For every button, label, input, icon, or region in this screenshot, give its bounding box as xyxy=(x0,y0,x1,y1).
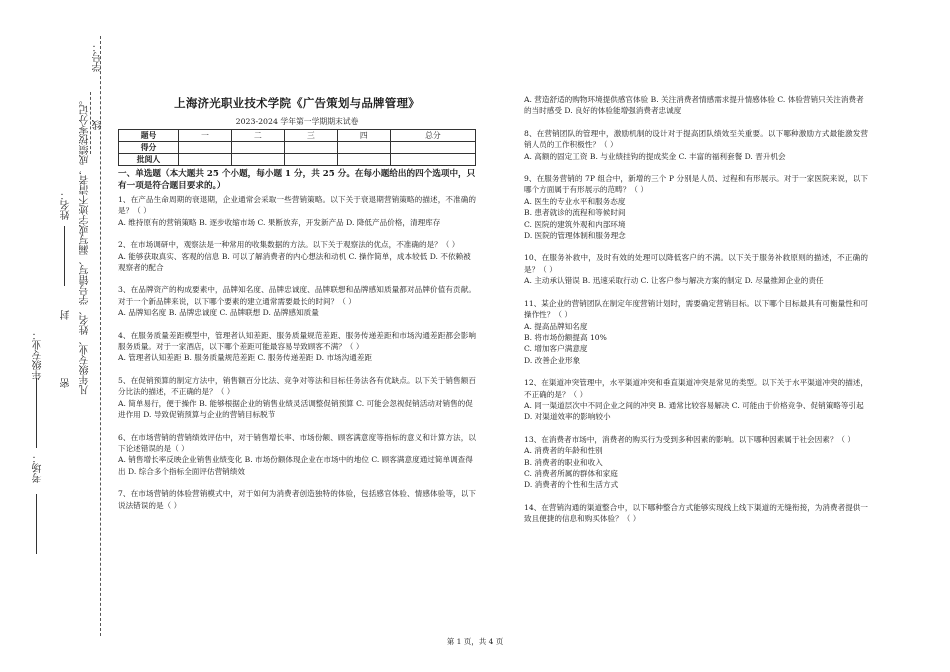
question-text: 11、某企业的营销团队在制定年度营销计划时，需要确定营销目标。以下哪个目标最具有可衡量性和可操作性？（ ） xyxy=(524,298,868,320)
question-block xyxy=(524,252,868,286)
answer-options: A. 品牌知名度 B. 品牌忠诚度 C. 品牌联想 D. 品牌感知质量 xyxy=(118,308,319,318)
question-block xyxy=(524,502,868,525)
question-text: 5、在促销预算的制定方法中，销售额百分比法、竞争对等法和目标任务法各有优缺点。以下关于销售额百分比法的描述，不正确的是？（ ） xyxy=(118,375,476,397)
answer-options: A. 消费者的年龄和性别 xyxy=(524,446,603,456)
grader-cell xyxy=(390,154,475,166)
question-block xyxy=(524,94,868,117)
question-block xyxy=(118,488,476,511)
question-text: 14、在营销沟通的渠道整合中，以下哪种整合方式能够实现线上线下渠道的无缝衔接，为消费者提供一致且便捷的信息和购买体验？（ ） xyxy=(524,502,868,524)
question-block xyxy=(524,173,868,241)
name-label: 姓名： xyxy=(61,190,72,220)
answer-options: A. 管理者认知差距 B. 服务质量规范差距 C. 服务传递差距 D. 市场沟通差距 xyxy=(118,353,373,363)
answer-options: C. 消费者所属的群体和家庭 xyxy=(524,468,618,478)
answer-options: A. 能够获取真实、客观的信息 B. 可以了解消费者的内心想法和动机 C. 操作简单，成本较低 D. 不依赖被观察者的配合 xyxy=(118,251,471,273)
answer-options: A. 营造舒适的购物环境提供感官体验 B. 关注消费者情感需求提升情感体验 C. 体验营销只关注消费者的当时感受 D. 良好的体验能增强消费者忠诚度 xyxy=(524,95,864,116)
question-list-left xyxy=(118,194,476,511)
score-row-label: 得分 xyxy=(119,142,179,154)
exam-room-blank xyxy=(36,494,37,554)
score-cell xyxy=(337,142,390,154)
question-text: 6、在市场营销的营销绩效评估中，对于销售增长率、市场份额、顾客满意度等指标的意义和计算方法，以下论述错误的是（ ） xyxy=(118,432,476,453)
answer-options: B. 患者就诊的流程和等候时间 xyxy=(524,208,626,218)
binding-margin xyxy=(0,0,110,672)
major-label: 年级专业： xyxy=(33,330,44,380)
answer-options: A. 同一渠道层次中不同企业之间的冲突 B. 通常比较容易解决 C. 可能由于价格竞争、促销策略等引起 D. 对渠道效率的影响较小 xyxy=(524,400,864,422)
score-row xyxy=(119,142,476,154)
major-blank xyxy=(36,378,37,448)
question-text: 4、在服务质量差距模型中，管理者认知差距、服务质量规范差距、服务传递差距和市场沟通差距都会影响服务质量。对于一家酒店，以下哪个差距可能最容易导致顾客不满？（ ） xyxy=(118,330,476,352)
score-table-header: 总分 xyxy=(390,130,475,142)
score-cell xyxy=(284,142,337,154)
exam-room-label: 考场： xyxy=(33,453,44,483)
score-table-header: 二 xyxy=(231,130,284,142)
grader-row-label: 批阅人 xyxy=(119,154,179,166)
question-text: 3、在品牌资产的构成要素中，品牌知名度、品牌忠诚度、品牌联想和品牌感知质量都对品牌价值有贡献。对于一个新品牌来说，以下哪个要素的建立通常需要最长的时间？（ ） xyxy=(118,285,476,306)
question-text: 10、在服务补救中，及时有效的处理可以降低客户的不满。以下关于服务补救原则的描述，不正确的是？（ ） xyxy=(524,253,868,274)
answer-options: A. 医生的专业水平和服务态度 xyxy=(524,196,626,206)
grader-row xyxy=(119,154,476,166)
question-block xyxy=(524,128,868,162)
exam-title: 上海济光职业技术学院《广告策划与品牌管理》 xyxy=(174,96,420,110)
answer-options: D. 改善企业形象 xyxy=(524,355,581,365)
answer-options: B. 将市场份额提高 10% xyxy=(524,332,607,342)
question-block xyxy=(118,375,476,421)
answer-options: A. 主动承认错误 B. 迅速采取行动 C. 让客户参与解决方案的制定 D. 尽量推卸企业的责任 xyxy=(524,276,824,286)
answer-options: A. 维持原有的营销策略 B. 逐步收缩市场 C. 果断放弃，开发新产品 D. 降低产品价格，清理库存 xyxy=(118,217,441,227)
question-block xyxy=(118,432,476,478)
question-list-right xyxy=(524,94,868,525)
answer-options: C. 增加客户满意度 xyxy=(524,344,588,354)
answer-options: D. 消费者的个性和生活方式 xyxy=(524,480,619,490)
seal-feng-mark: 封 xyxy=(61,310,72,320)
question-text: 13、在消费者市场中，消费者的购买行为受到多种因素的影响。以下哪种因素属于社会因素？（ ） xyxy=(524,434,856,444)
grader-cell xyxy=(231,154,284,166)
section-heading: 一、单选题（本大题共 25 个小题，每小题 1 分，共 25 分。在每小题给出的四个选项中，只有一项是符合题目要求的。） xyxy=(118,169,476,191)
question-block xyxy=(524,377,868,423)
question-text: 8、在营销团队的管理中，激励机制的设计对于提高团队绩效至关重要。以下哪种激励方式最能激发营销人员的工作积极性？（ ） xyxy=(524,128,868,150)
grader-cell xyxy=(337,154,390,166)
question-block xyxy=(118,284,476,318)
score-table-header: 三 xyxy=(284,130,337,142)
answer-options: D. 医院的管理体制和服务理念 xyxy=(524,231,626,241)
exam-subtitle: 2023-2024 学年第一学期期末试卷 xyxy=(235,117,359,126)
page-number: 第 1 页，共 4 页 xyxy=(446,637,504,646)
question-block xyxy=(524,434,868,491)
grader-cell xyxy=(179,154,232,166)
score-cell xyxy=(231,142,284,154)
score-table xyxy=(118,129,476,166)
question-block xyxy=(118,239,476,273)
question-block xyxy=(524,298,868,366)
question-text: 7、在市场营销的体验营销模式中，对于如何为消费者创造独特的体验，包括感官体验、情感体验等，以下说法错误的是（ ） xyxy=(118,489,476,510)
grader-cell xyxy=(284,154,337,166)
answer-options: C. 医院的建筑外观和内部环境 xyxy=(524,219,626,229)
answer-options: A. 简单易行，便于操作 B. 能够根据企业的销售业绩灵活调整促销预算 C. 可能会忽视促销活动对销售的促进作用 D. 导致促销预算与企业的营销目标脱节 xyxy=(118,398,473,420)
score-table-header: 一 xyxy=(179,130,232,142)
warning-text: 凡年级专业、姓名、学号错写、漏写或字迹不清者，成绩按零分记。 xyxy=(80,95,91,395)
question-block xyxy=(118,194,476,228)
left-column xyxy=(118,168,476,522)
question-text: 2、在市场调研中，观察法是一种常用的收集数据的方法。以下关于观察法的优点，不准确的是？（ ） xyxy=(118,240,460,250)
question-text: 1、在产品生命周期的衰退期，企业通常会采取一些营销策略。以下关于衰退期营销策略的描述，不准确的是？（ ） xyxy=(118,195,476,216)
seal-xian-mark: 线 xyxy=(93,120,104,130)
score-table-header: 题号 xyxy=(119,130,179,142)
score-cell xyxy=(179,142,232,154)
answer-options: A. 销售增长率反映企业销售业绩变化 B. 市场份额体现企业在市场中的地位 C. 顾客满意度通过简单调查得出 D. 综合多个指标全面评估营销绩效 xyxy=(118,455,473,476)
name-blank xyxy=(64,226,65,286)
score-table-header: 四 xyxy=(337,130,390,142)
question-text: 9、在服务营销的 7P 组合中，新增的三个 P 分别是人员、过程和有形展示。对于一家医院来说，以下哪个方面属于有形展示的范畴？（ ） xyxy=(524,174,868,195)
answer-options: A. 提高品牌知名度 xyxy=(524,321,588,331)
binding-cut-line xyxy=(100,36,101,636)
seal-mi-mark: 密 xyxy=(61,378,72,388)
answer-options: A. 高额的固定工资 B. 与业绩挂钩的提成奖金 C. 丰富的福利套餐 D. 晋升机会 xyxy=(524,151,786,161)
question-text: 12、在渠道冲突管理中，水平渠道冲突和垂直渠道冲突是常见的类型。以下关于水平渠道冲突的描述，不正确的是？（ ） xyxy=(524,378,868,399)
score-table-header-row xyxy=(119,130,476,142)
score-cell xyxy=(390,142,475,154)
question-block xyxy=(118,330,476,364)
right-column xyxy=(524,94,868,536)
answer-options: B. 消费者的职业和收入 xyxy=(524,457,603,467)
student-id-label: 学号： xyxy=(93,42,104,72)
